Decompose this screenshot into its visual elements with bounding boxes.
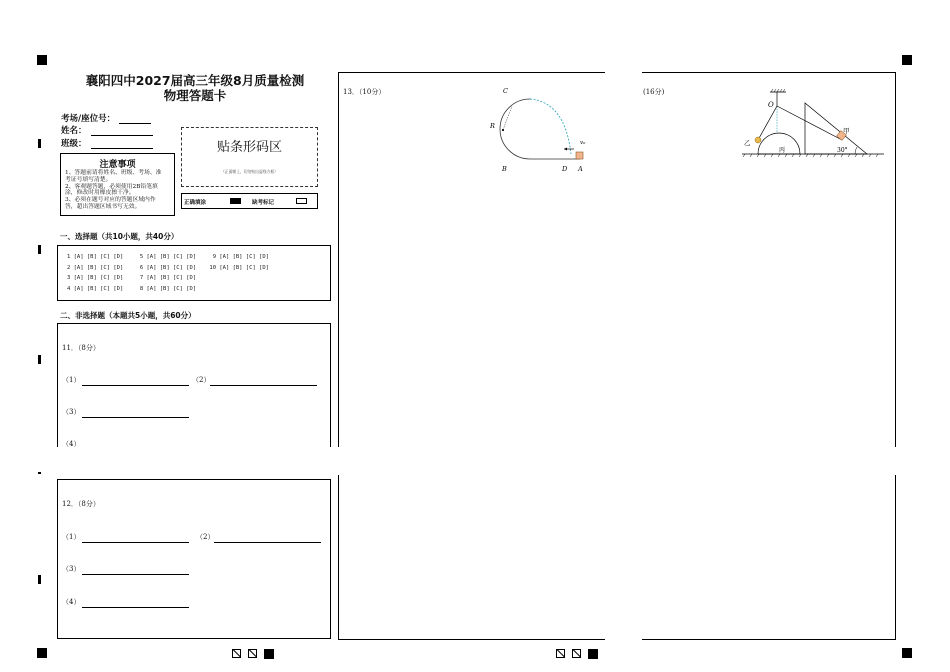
q11-part2-blank[interactable] [210,385,317,386]
page-mark-filled [588,649,598,659]
label-a: A [578,165,583,173]
q12-part1-label: （1） [62,533,81,541]
section1-heading: 一、选择题（共10小题，共40分） [60,232,179,241]
incline [805,103,867,154]
notice-box [60,153,175,216]
page-subtitle: 物理答题卡 [163,88,227,103]
timing-mark [38,575,41,584]
corner-mark-bottom-right [902,648,912,658]
label-angle: 30° [837,147,848,154]
q11-label: 11．（8分） [62,344,100,352]
correct-fill-sample [230,198,241,204]
q11-part1-blank[interactable] [82,385,189,386]
absent-mark-label: 缺考标记 [252,200,275,206]
track-semicircle [500,99,530,159]
q12-label: 12．（8分） [62,500,100,508]
label-c: C [503,87,508,95]
notice-item: 2、客观题答题，必须使用2B铅笔填 [65,183,158,190]
q13-label: 13．（10分） [343,88,386,96]
mc-row[interactable]: 1 [A] [B] [C] [D] 5 [A] [B] [C] [D] 9 [A] [B] [C] [D] [67,254,269,260]
notice-item: 答，超出答题区域书写无效。 [65,203,141,210]
label-r: R [490,122,495,130]
corner-mark-bottom-left [37,648,47,658]
q12-part3-label: （3） [62,565,81,573]
correct-fill-label: 正确填涂 [184,200,207,206]
section2-heading: 二、非选择题（本题共5小题，共60分） [60,311,196,320]
page-mark-checkbox [232,649,241,658]
q-right-answer-area-continued[interactable] [642,475,896,640]
page-title: 襄阳四中2027届高三年级8月质量检测 [85,73,305,88]
page-mark-checkbox [572,649,581,658]
q11-part3-blank[interactable] [82,417,189,418]
timing-mark [38,472,41,474]
field-class[interactable] [61,137,153,149]
label-bing: 丙 [779,147,786,154]
barcode-subtitle: （正面朝上，切勿贴出虚线方框） [221,169,278,174]
field-seat[interactable] [61,112,151,124]
barcode-area [181,127,318,187]
timing-mark [38,355,41,364]
q13-figure [470,82,600,182]
timing-mark [38,245,41,254]
q12-part4-blank[interactable] [82,607,189,608]
absent-mark-checkbox[interactable] [296,198,307,204]
notice-item: 1、答题前请将姓名、班级、考场、准 [65,170,162,176]
q12-part2-blank[interactable] [214,542,321,543]
q11-part3-label: （3） [62,408,81,416]
field-label: 姓名： [61,126,87,136]
q11-part4-label: （4） [62,440,81,447]
marks-legend [181,193,318,209]
mc-row[interactable]: 3 [A] [B] [C] [D] 7 [A] [B] [C] [D] [67,275,197,281]
label-b: B [502,165,507,173]
page-mark-checkbox [248,649,257,658]
block-a [576,152,583,159]
q-right-figure [742,86,887,161]
q11-part2-label: （2） [192,376,211,384]
q13-answer-area-continued[interactable] [338,475,605,640]
q12-answer-area[interactable] [57,479,331,639]
notice-item: 3、必须在题号对应的答题区域内作 [65,197,156,204]
field-name[interactable] [61,124,153,136]
q12-part2-label: （2） [196,533,215,541]
corner-mark-top-left [37,55,47,65]
q-right-label: (16分) [643,88,665,96]
page-mark-filled [264,649,274,659]
barcode-title: 贴条形码区 [216,140,282,155]
field-label: 班级： [61,139,87,149]
page-mark-checkbox [556,649,565,658]
corner-mark-top-right [902,55,912,65]
notice-item: 考证号填写清楚。 [65,176,112,183]
q12-part1-blank[interactable] [82,542,189,543]
q11-part1-label: （1） [62,376,81,384]
q12-part3-blank[interactable] [82,574,189,575]
mc-row[interactable]: 2 [A] [B] [C] [D] 6 [A] [B] [C] [D] 10 [A] [B] [C] [D] [67,264,269,271]
angle-arc [855,147,857,154]
notice-item: 涂，修改时用橡皮擦干净。 [65,190,135,197]
label-v0: v₀ [580,140,586,146]
label-jia: 甲 [843,127,850,135]
label-d: D [562,165,568,173]
mc-answer-box [57,245,331,301]
mc-row[interactable]: 4 [A] [B] [C] [D] 8 [A] [B] [C] [D] [67,285,197,292]
timing-mark [38,139,41,148]
q11-answer-area[interactable] [57,323,331,447]
trajectory-arc [530,99,571,154]
ball-yi [755,137,761,143]
q12-part4-label: （4） [62,598,81,606]
notice-title: 注意事项 [99,160,136,170]
label-o: O [768,101,774,109]
label-yi: 乙 [744,139,751,147]
field-label: 考场/座位号： [61,114,116,124]
